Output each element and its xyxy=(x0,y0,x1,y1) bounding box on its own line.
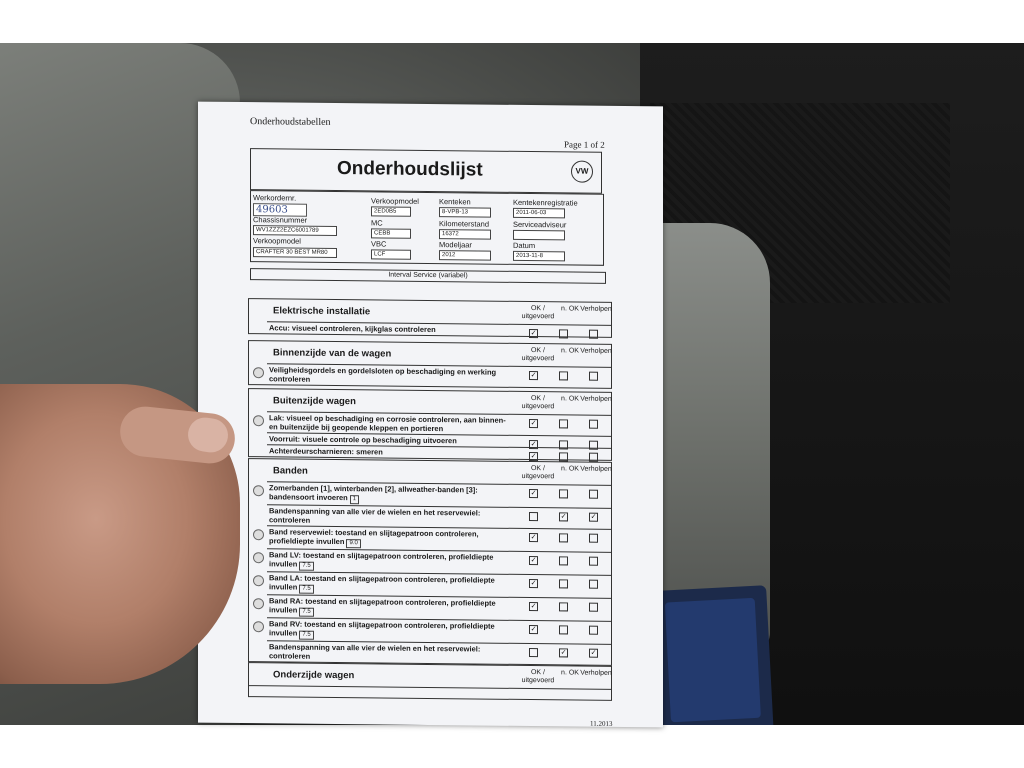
checkbox-ok[interactable]: ✓ xyxy=(530,626,537,634)
checkbox-verholpen[interactable] xyxy=(589,557,598,566)
row-input-value[interactable]: 7.5 xyxy=(299,608,313,617)
checkbox-nok[interactable] xyxy=(559,625,568,634)
row-input-value[interactable]: 7.5 xyxy=(299,562,313,571)
checkbox-ok[interactable]: ✓ xyxy=(530,372,537,380)
column-header-verholpen: Verholpen xyxy=(580,347,612,355)
checkbox-nok[interactable] xyxy=(559,489,568,498)
column-header-nok: n. OK xyxy=(561,465,579,473)
row-input-value[interactable]: 7.5 xyxy=(299,631,313,640)
checklist-row xyxy=(267,321,611,337)
checkbox-ok[interactable]: ✓ xyxy=(530,453,537,461)
kentekenregistratie-label: Kentekenregistratie xyxy=(513,197,578,208)
row-text xyxy=(267,618,509,643)
checkbox-nok[interactable] xyxy=(559,371,568,380)
checkbox-nok[interactable] xyxy=(559,419,568,428)
checkbox-verholpen[interactable] xyxy=(589,626,598,635)
checkbox-nok[interactable] xyxy=(559,452,568,461)
row-label: Zomerbanden [1], winterbanden [2], allweather-banden [3]: bandensoort invoeren xyxy=(269,483,478,503)
row-label: Band RV: toestand en slijtagepatroon controleren, profieldiepte invullen xyxy=(269,619,495,638)
section-title: Binnenzijde van de wagen xyxy=(273,347,392,360)
checkbox-ok[interactable]: ✓ xyxy=(530,534,537,542)
vbc-value: LCF xyxy=(371,249,411,259)
row-label: Band LA: toestand en slijtagepatroon controleren, profieldiepte invullen xyxy=(269,573,495,592)
column-header-ok: OK / uitgevoerd xyxy=(521,465,555,481)
section-0 xyxy=(248,298,612,338)
datum-value: 2013-11-8 xyxy=(513,251,565,262)
serviceadviseur-value xyxy=(513,230,565,241)
chassisnummer-label: Chassisnummer xyxy=(253,215,308,225)
verkoopmodel2-label: Verkoopmodel xyxy=(371,196,419,206)
section-title: Banden xyxy=(273,465,308,477)
checkbox-verholpen[interactable] xyxy=(589,490,598,499)
checklist-row xyxy=(267,363,611,388)
checkbox-nok[interactable]: ✓ xyxy=(560,513,567,521)
checkbox-ok[interactable]: ✓ xyxy=(530,330,537,338)
vw-logo-icon: VW xyxy=(571,160,593,182)
kilometerstand-label: Kilometerstand xyxy=(439,219,490,229)
vbc-label: VBC xyxy=(371,239,387,249)
row-text xyxy=(267,572,509,597)
verkoopmodel-label: Verkoopmodel xyxy=(253,236,301,246)
checkbox-verholpen[interactable] xyxy=(589,330,598,339)
column-header-nok: n. OK xyxy=(561,669,579,677)
chassisnummer-value: WV1ZZZ2EZC6001789 xyxy=(253,225,337,236)
checkbox-nok[interactable] xyxy=(559,329,568,338)
checkbox-verholpen[interactable] xyxy=(589,372,598,381)
row-label: Voorruit: visuele controle op beschadiging uitvoeren xyxy=(269,434,457,446)
row-label: Accu: visueel controleren, kijkglas controleren xyxy=(269,323,436,335)
checkbox-ok[interactable]: ✓ xyxy=(530,490,537,498)
illustration-icon xyxy=(253,415,264,426)
row-input-value[interactable]: 7.5 xyxy=(299,585,313,594)
illustration-icon xyxy=(253,485,264,496)
row-label: Bandenspanning van alle vier de wielen en het reservewiel: controleren xyxy=(269,642,481,661)
checkbox-nok[interactable] xyxy=(559,533,568,542)
row-text xyxy=(267,526,509,551)
column-header-verholpen: Verholpen xyxy=(580,465,612,473)
row-text xyxy=(267,445,509,459)
kentekenregistratie-value: 2011-06-03 xyxy=(513,208,565,219)
serviceadviseur-label: Serviceadviseur xyxy=(513,219,567,230)
section-1 xyxy=(248,340,612,389)
checkbox-verholpen[interactable] xyxy=(589,534,598,543)
checkbox-nok[interactable] xyxy=(559,556,568,565)
row-text xyxy=(267,549,509,574)
phone-case xyxy=(656,585,774,725)
column-header-verholpen: Verholpen xyxy=(580,669,612,677)
checkbox-ok[interactable] xyxy=(529,648,538,657)
checkbox-ok[interactable]: ✓ xyxy=(530,603,537,611)
footer-timestamp: 11.2013 xyxy=(590,719,613,728)
illustration-icon xyxy=(253,367,264,378)
checkbox-verholpen[interactable] xyxy=(589,580,598,589)
title-box xyxy=(250,148,602,194)
verkoopmodel2-value: 2ED0B5 xyxy=(371,206,411,216)
modeljaar-value: 2012 xyxy=(439,250,491,261)
section-title: Onderzijde wagen xyxy=(273,669,355,682)
row-label: Band RA: toestand en slijtagepatroon controleren, profieldiepte invullen xyxy=(269,596,496,615)
section-header xyxy=(249,663,611,689)
row-label: Bandenspanning van alle vier de wielen en het reservewiel: controleren xyxy=(269,506,481,525)
section-4 xyxy=(248,662,612,701)
section-2 xyxy=(248,388,612,461)
maintenance-sheet xyxy=(198,102,663,728)
row-text xyxy=(267,364,509,387)
checkbox-ok[interactable]: ✓ xyxy=(530,580,537,588)
werkordernr-value: 49603 xyxy=(253,203,307,217)
row-label: Achterdeurscharnieren: smeren xyxy=(269,446,383,457)
column-header-verholpen: Verholpen xyxy=(580,305,612,313)
checkbox-ok[interactable] xyxy=(529,512,538,521)
column-header-ok: OK / uitgevoerd xyxy=(521,395,555,411)
checkbox-ok[interactable]: ✓ xyxy=(530,441,537,449)
illustration-icon xyxy=(253,598,264,609)
checkbox-verholpen[interactable]: ✓ xyxy=(590,649,597,657)
kenteken-label: Kenteken xyxy=(439,197,471,207)
mc-value: CEBB xyxy=(371,228,411,238)
section-3 xyxy=(248,458,612,666)
checkbox-ok[interactable]: ✓ xyxy=(530,420,537,428)
illustration-icon xyxy=(253,529,264,540)
checkbox-verholpen[interactable] xyxy=(589,453,598,462)
sheet-title: Onderhoudslijst xyxy=(337,158,483,181)
checkbox-verholpen[interactable]: ✓ xyxy=(590,513,597,521)
illustration-icon xyxy=(253,575,264,586)
section-title: Buitenzijde wagen xyxy=(273,395,356,408)
row-text xyxy=(267,412,509,435)
column-header-verholpen: Verholpen xyxy=(580,395,612,403)
row-text xyxy=(267,322,509,336)
interval-label: Interval Service (variabel) xyxy=(250,268,606,284)
column-header-nok: n. OK xyxy=(561,347,579,355)
row-text xyxy=(267,505,509,528)
row-input-value[interactable]: 1 xyxy=(350,495,359,504)
section-title: Elektrische installatie xyxy=(273,305,371,318)
checkbox-nok[interactable] xyxy=(559,602,568,611)
checkbox-verholpen[interactable] xyxy=(589,420,598,429)
page-number: Page 1 of 2 xyxy=(564,139,605,150)
sheet-header-small: Onderhoudstabellen xyxy=(250,116,331,128)
row-label: Band reservewiel: toestand en slijtagepatroon controleren, profieldiepte invullen xyxy=(269,527,479,547)
datum-label: Datum xyxy=(513,240,536,251)
checkbox-verholpen[interactable] xyxy=(589,603,598,612)
illustration-icon xyxy=(253,552,264,563)
checkbox-nok[interactable] xyxy=(559,579,568,588)
row-label: Veiligheidsgordels en gordelsloten op beschadiging en werking controleren xyxy=(269,365,497,384)
row-input-value[interactable]: 9.0 xyxy=(346,539,360,548)
column-header-nok: n. OK xyxy=(561,305,579,313)
row-label: Lak: visueel op beschadiging en corrosie controleren, aan binnen- en buitenzijde bij geopende kleppen en portieren xyxy=(269,413,506,434)
phone-screen xyxy=(665,598,761,723)
checkbox-ok[interactable]: ✓ xyxy=(530,557,537,565)
mc-label: MC xyxy=(371,218,383,228)
column-header-nok: n. OK xyxy=(561,395,579,403)
column-header-ok: OK / uitgevoerd xyxy=(521,347,555,363)
verkoopmodel-value: CRAFTER 30 BEST MR80 xyxy=(253,247,337,258)
column-header-ok: OK / uitgevoerd xyxy=(521,305,555,321)
checkbox-nok[interactable]: ✓ xyxy=(560,649,567,657)
vehicle-info-box xyxy=(250,190,604,266)
row-text xyxy=(267,595,509,620)
modeljaar-label: Modeljaar xyxy=(439,240,472,250)
checklist-row xyxy=(267,444,611,460)
row-text xyxy=(267,641,509,664)
werkordernr-label: Werkordernr. xyxy=(253,193,297,203)
row-text xyxy=(267,482,509,507)
checklist-row xyxy=(267,640,611,665)
illustration-icon xyxy=(253,621,264,632)
kilometerstand-value: 16372 xyxy=(439,229,491,240)
column-header-ok: OK / uitgevoerd xyxy=(521,669,555,685)
row-label: Band LV: toestand en slijtagepatroon controleren, profieldiepte invullen xyxy=(269,550,494,569)
kenteken-value: 8-VPB-13 xyxy=(439,207,491,218)
